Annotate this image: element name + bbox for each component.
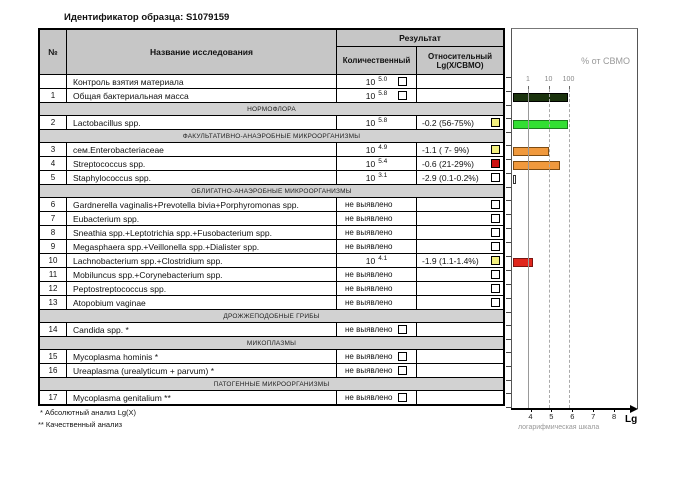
header-result-group	[337, 30, 503, 74]
quantitative-value	[337, 364, 417, 377]
not-detected-text: не выявлено	[345, 298, 393, 307]
organism-name: Lachnobacterium spp.+Clostridium spp.	[67, 254, 337, 267]
table-row	[40, 282, 503, 296]
organism-name: Streptococcus spp.	[67, 157, 337, 170]
row-number: 16	[40, 364, 67, 377]
header-quantitative: Количественный	[337, 47, 417, 74]
chart-bar	[513, 175, 516, 184]
table-body	[40, 75, 503, 405]
relative-value-text: -1.1 ( 7- 9%)	[422, 144, 470, 155]
row-boundary-tick	[506, 242, 511, 243]
table-row	[40, 226, 503, 240]
header-result: Результат	[337, 30, 503, 47]
not-detected-text: не выявлено	[345, 200, 393, 209]
quantitative-value	[337, 89, 417, 102]
percent-scale-tick-label: 10	[544, 76, 553, 83]
relative-value	[417, 364, 503, 377]
quantitative-value	[337, 268, 417, 281]
relative-value	[417, 282, 503, 295]
relative-value	[417, 198, 503, 211]
row-boundary-tick	[506, 325, 511, 326]
organism-name: Ureaplasma (urealyticum + parvum) *	[67, 364, 337, 377]
row-number: 14	[40, 323, 67, 336]
relative-value	[417, 75, 503, 88]
row-boundary-tick	[506, 352, 511, 353]
percent-scale-tick-label: 100	[562, 76, 575, 83]
table-header	[40, 30, 503, 75]
chart-bar	[513, 147, 549, 156]
not-detected-text: не выявлено	[345, 270, 393, 279]
quantitative-value	[337, 296, 417, 309]
table-row	[40, 296, 503, 310]
table-row	[40, 75, 503, 89]
power-value: 10 $^{5.8}$	[365, 90, 388, 101]
chart-bar	[513, 161, 560, 170]
header-test-name: Название исследования	[67, 30, 337, 74]
row-number	[40, 75, 67, 88]
row-number: 1	[40, 89, 67, 102]
result-marker	[398, 325, 407, 334]
chart-title: % от СВМО	[581, 56, 630, 66]
lg-scale-tick-label: 8	[612, 412, 617, 421]
table-row	[40, 254, 503, 268]
lg-scale-tick-label: 4	[528, 412, 533, 421]
table-row	[40, 212, 503, 226]
lg-scale-tick-label: 7	[591, 412, 596, 421]
relative-value	[417, 350, 503, 363]
row-boundary-tick	[506, 339, 511, 340]
not-detected-text: не выявлено	[345, 393, 393, 402]
chart-bar	[513, 120, 568, 129]
quantitative-value	[337, 171, 417, 184]
not-detected-text: не выявлено	[345, 284, 393, 293]
relative-value	[417, 143, 503, 156]
x-axis-caption: логарифмическая шкала	[518, 424, 600, 431]
chart-bar	[513, 258, 533, 267]
result-marker	[491, 118, 500, 127]
row-number: 12	[40, 282, 67, 295]
power-value: 10 $^{4.1}$	[365, 255, 388, 266]
section-header-row: НОРМОФЛОРА	[40, 103, 503, 116]
row-boundary-tick	[506, 366, 511, 367]
row-number: 13	[40, 296, 67, 309]
quantitative-value	[337, 350, 417, 363]
row-boundary-tick	[506, 270, 511, 271]
section-header-row: ФАКУЛЬТАТИВНО-АНАЭРОБНЫЕ МИКРООРГАНИЗМЫ	[40, 130, 503, 143]
table-row	[40, 89, 503, 103]
row-boundary-tick	[506, 312, 511, 313]
header-relative	[417, 47, 503, 74]
row-boundary-tick	[506, 118, 511, 119]
relative-value-text: -2.9 (0.1-0.2%)	[422, 172, 479, 183]
organism-name: Gardnerella vaginalis+Prevotella bivia+Porphyromonas spp.	[67, 198, 337, 211]
x-axis-arrow-icon	[630, 405, 638, 413]
relative-value-text: -0.6 (21-29%)	[422, 158, 474, 169]
power-value: 10 $^{3.1}$	[365, 172, 388, 183]
result-marker	[491, 284, 500, 293]
relative-value-text: -0.2 (56-75%)	[422, 117, 474, 128]
result-marker	[491, 145, 500, 154]
organism-name: Lactobacillus spp.	[67, 116, 337, 129]
relative-value	[417, 212, 503, 225]
quantitative-value	[337, 240, 417, 253]
row-boundary-tick	[506, 200, 511, 201]
result-marker	[491, 242, 500, 251]
relative-abundance-chart	[511, 28, 638, 431]
table-row	[40, 240, 503, 254]
relative-value	[417, 89, 503, 102]
relative-value	[417, 240, 503, 253]
row-boundary-tick	[506, 105, 511, 106]
lg-scale-tick-label: 6	[570, 412, 575, 421]
organism-name: Mobiluncus spp.+Corynebacterium spp.	[67, 268, 337, 281]
organism-name: Eubacterium spp.	[67, 212, 337, 225]
footnote-qualitative-analysis: ** Качественный анализ	[38, 420, 123, 429]
quantitative-value	[337, 157, 417, 170]
header-relative-line2: Lg(X/СВМО)	[436, 60, 484, 70]
result-marker	[398, 91, 407, 100]
row-boundary-tick	[506, 145, 511, 146]
result-marker	[491, 214, 500, 223]
table-row	[40, 157, 503, 171]
relative-value	[417, 254, 503, 267]
power-value: 10 $^{5.8}$	[365, 117, 388, 128]
result-marker	[398, 77, 407, 86]
row-number: 6	[40, 198, 67, 211]
not-detected-text: не выявлено	[345, 214, 393, 223]
row-boundary-tick	[506, 77, 511, 78]
chart-gridline-1pct	[528, 89, 529, 408]
header-number: №	[40, 30, 67, 74]
relative-value	[417, 323, 503, 336]
relative-value-text: -1.9 (1.1-1.4%)	[422, 255, 479, 266]
relative-value	[417, 296, 503, 309]
row-boundary-tick	[506, 298, 511, 299]
organism-name: Контроль взятия материала	[67, 75, 337, 88]
table-row	[40, 391, 503, 405]
row-number: 11	[40, 268, 67, 281]
relative-value	[417, 171, 503, 184]
quantitative-value	[337, 323, 417, 336]
result-marker	[398, 352, 407, 361]
row-boundary-tick	[506, 187, 511, 188]
result-marker	[491, 298, 500, 307]
percent-scale-tickmark	[549, 86, 550, 89]
table-row	[40, 143, 503, 157]
organism-name: Mycoplasma hominis *	[67, 350, 337, 363]
section-header-row: ДРОЖЖЕПОДОБНЫЕ ГРИБЫ	[40, 310, 503, 323]
row-boundary-tick	[506, 228, 511, 229]
row-number: 15	[40, 350, 67, 363]
not-detected-text: не выявлено	[345, 242, 393, 251]
quantitative-value	[337, 75, 417, 88]
relative-value	[417, 268, 503, 281]
organism-name: Peptostreptococcus spp.	[67, 282, 337, 295]
header-relative-line1: Относительный	[427, 51, 493, 61]
relative-value	[417, 116, 503, 129]
not-detected-text: не выявлено	[345, 325, 393, 334]
row-number: 9	[40, 240, 67, 253]
organism-name: Staphylococcus spp.	[67, 171, 337, 184]
table-row	[40, 268, 503, 282]
row-number: 8	[40, 226, 67, 239]
row-boundary-tick	[506, 393, 511, 394]
row-boundary-tick	[506, 214, 511, 215]
row-number: 2	[40, 116, 67, 129]
row-number: 17	[40, 391, 67, 404]
relative-value	[417, 157, 503, 170]
organism-name: Megasphaera spp.+Veillonella spp.+Dialister spp.	[67, 240, 337, 253]
not-detected-text: не выявлено	[345, 352, 393, 361]
x-axis-line	[511, 408, 633, 410]
result-marker	[398, 393, 407, 402]
organism-name: Sneathia spp.+Leptotrichia spp.+Fusobacterium spp.	[67, 226, 337, 239]
quantitative-value	[337, 198, 417, 211]
table-row	[40, 350, 503, 364]
sample-id: Идентификатор образца: S1079159	[64, 12, 230, 23]
row-boundary-tick	[506, 173, 511, 174]
relative-value	[417, 226, 503, 239]
result-marker	[491, 173, 500, 182]
relative-value	[417, 391, 503, 404]
table-row	[40, 198, 503, 212]
result-marker	[491, 228, 500, 237]
result-marker	[491, 159, 500, 168]
table-row	[40, 364, 503, 378]
quantitative-value	[337, 212, 417, 225]
row-number: 10	[40, 254, 67, 267]
power-value: 10 $^{5.4}$	[365, 158, 388, 169]
table-row	[40, 116, 503, 130]
percent-scale-tickmark	[528, 86, 529, 89]
section-header-row: МИКОПЛАЗМЫ	[40, 337, 503, 350]
row-number: 5	[40, 171, 67, 184]
lg-scale-tick-label: 5	[549, 412, 554, 421]
percent-scale-tickmark	[569, 86, 570, 89]
organism-name: Atopobium vaginae	[67, 296, 337, 309]
result-marker	[491, 270, 500, 279]
row-boundary-tick	[506, 91, 511, 92]
table-row	[40, 171, 503, 185]
x-axis-label: Lg	[625, 414, 638, 425]
section-header-row: ОБЛИГАТНО-АНАЭРОБНЫЕ МИКРООРГАНИЗМЫ	[40, 185, 503, 198]
not-detected-text: не выявлено	[345, 366, 393, 375]
chart-gridline-100pct	[569, 89, 570, 408]
chart-bar	[513, 93, 568, 102]
not-detected-text: не выявлено	[345, 228, 393, 237]
table-row	[40, 323, 503, 337]
row-boundary-tick	[506, 284, 511, 285]
chart-gridline-10pct	[549, 89, 550, 408]
result-marker	[398, 366, 407, 375]
result-marker	[491, 256, 500, 265]
quantitative-value	[337, 391, 417, 404]
power-value: 10 $^{4.9}$	[365, 144, 388, 155]
quantitative-value	[337, 282, 417, 295]
organism-name: сем.Enterobacteriaceae	[67, 143, 337, 156]
row-number: 7	[40, 212, 67, 225]
quantitative-value	[337, 143, 417, 156]
quantitative-value	[337, 254, 417, 267]
power-value: 10 $^{5.0}$	[365, 76, 388, 87]
row-boundary-tick	[506, 256, 511, 257]
result-marker	[491, 200, 500, 209]
row-boundary-tick	[506, 159, 511, 160]
footnote-absolute-analysis: * Абсолютный анализ Lg(X)	[40, 408, 137, 417]
row-boundary-tick	[506, 380, 511, 381]
row-number: 3	[40, 143, 67, 156]
percent-scale-tick-label: 1	[526, 76, 530, 83]
organism-name: Общая бактериальная масса	[67, 89, 337, 102]
organism-name: Candida spp. *	[67, 323, 337, 336]
row-boundary-tick	[506, 132, 511, 133]
section-header-row: ПАТОГЕННЫЕ МИКРООРГАНИЗМЫ	[40, 378, 503, 391]
organism-name: Mycoplasma genitalium **	[67, 391, 337, 404]
quantitative-value	[337, 226, 417, 239]
quantitative-value	[337, 116, 417, 129]
results-table	[38, 28, 505, 406]
row-number: 4	[40, 157, 67, 170]
